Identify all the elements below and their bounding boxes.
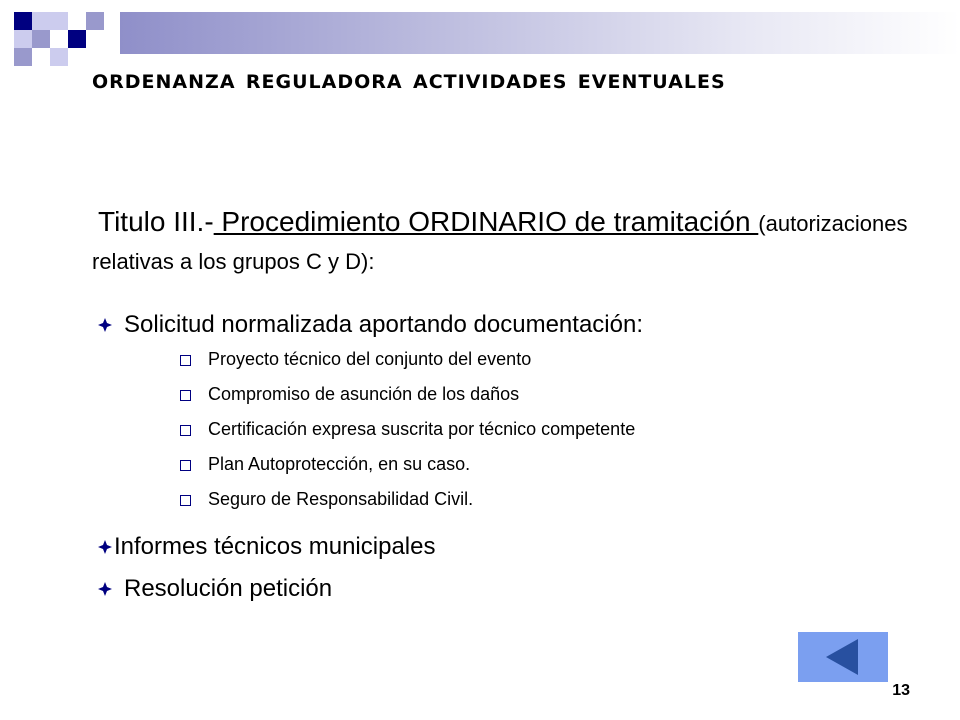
bullet-item: Solicitud normalizada aportando documentación: <box>124 311 643 338</box>
sub-bullet-item: Certificación expresa suscrita por técnico competente <box>208 419 636 439</box>
hollow-square-icon <box>180 425 191 436</box>
section-heading <box>92 204 932 280</box>
header-square-lavender <box>32 30 50 48</box>
sub-bullet-item: Proyecto técnico del conjunto del evento <box>208 349 532 369</box>
header-square-pale <box>50 12 68 30</box>
slide-title: ordenanza reguladora actividades eventuales <box>92 64 726 95</box>
hollow-square-icon <box>180 355 191 366</box>
bullet-item: Resolución petición <box>124 575 333 602</box>
header-gradient-bar <box>120 12 960 54</box>
back-button[interactable] <box>798 632 888 682</box>
header-square-pale <box>32 12 50 30</box>
header-square-lavender <box>14 48 32 66</box>
bullet-item: Informes técnicos municipales <box>114 533 436 560</box>
section-scope: (autorizaciones relativas a los grupos C y D): <box>92 211 908 274</box>
back-arrow-icon <box>798 632 888 682</box>
section-procedure-title: Procedimiento ORDINARIO de tramitación <box>213 206 759 237</box>
header-square-lavender <box>86 12 104 30</box>
header-square-pale <box>50 48 68 66</box>
diamond-star-icon <box>98 582 112 596</box>
hollow-square-icon <box>180 460 191 471</box>
sub-bullet-item: Plan Autoprotección, en su caso. <box>208 454 471 474</box>
diamond-star-icon <box>98 540 112 554</box>
header-square-dark <box>14 12 32 30</box>
sub-bullet-item: Seguro de Responsabilidad Civil. <box>208 489 474 509</box>
header-square-dark <box>68 30 86 48</box>
page-number: 13 <box>892 682 910 699</box>
hollow-square-icon <box>180 495 191 506</box>
hollow-square-icon <box>180 390 191 401</box>
header-square-pale <box>14 30 32 48</box>
diamond-star-icon <box>98 318 112 332</box>
section-label: Titulo III.- <box>98 206 214 237</box>
sub-bullet-item: Compromiso de asunción de los daños <box>208 384 520 404</box>
